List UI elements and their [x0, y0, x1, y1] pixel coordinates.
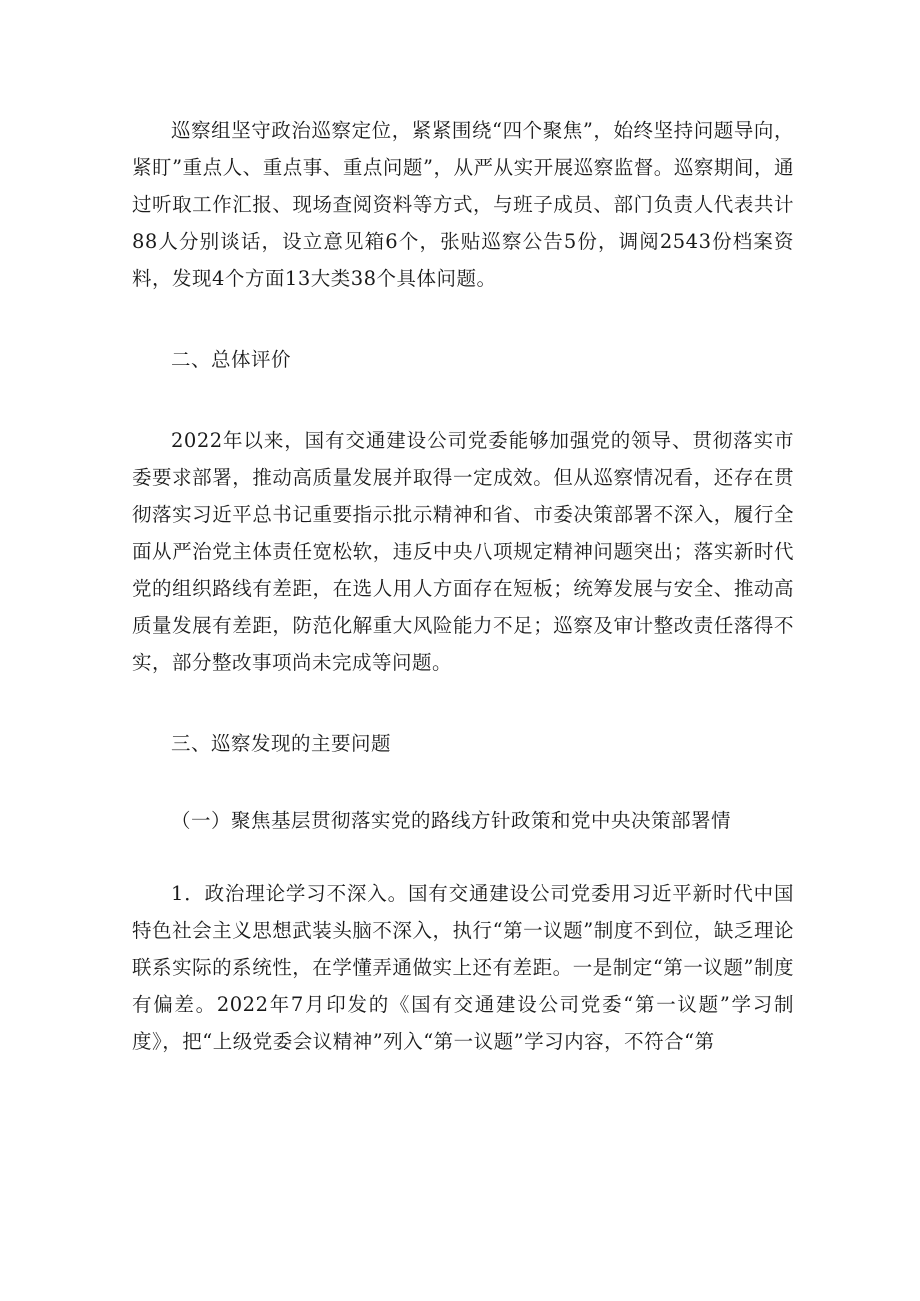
- paragraph-item-1: 1．政治理论学习不深入。国有交通建设公司党委用习近平新时代中国特色社会主义思想武装头脑不深入，执行“第一议题”制度不到位，缺乏理论联系实际的系统性，在学懂弄通做实上还有差距。一是制定“第一议题”制度有偏差。2022年7月印发的《国有交通建设公司党委“第一议题”学习制度》，把“上级党委会议精神”列入“第一议题”学习内容，不符合“第: [132, 882, 794, 1053]
- paragraph-spacer: [132, 839, 794, 875]
- paragraph-spacer: [132, 681, 794, 725]
- document-body: [132, 112, 794, 1060]
- section-heading-3: 三、巡察发现的主要问题: [171, 732, 392, 755]
- paragraph-intro: 巡察组坚守政治巡察定位，紧紧围绕“四个聚焦”，始终坚持问题导向，紧盯”重点人、重点事、重点问题”，从严从实开展巡察监督。巡察期间，通过听取工作汇报、现场查阅资料等方式，与班子成员、部门负责人代表共计88人分别谈话，设立意见箱6个，张贴巡察公告5份，调阅2543份档案资料，发现4个方面13大类38个具体问题。: [132, 119, 794, 290]
- subsection-heading-1: （一）聚焦基层贯彻落实党的路线方针政策和党中央决策部署情: [171, 809, 732, 832]
- paragraph-spacer: [132, 378, 794, 422]
- paragraph-evaluation: 2022年以来，国有交通建设公司党委能够加强党的领导、贯彻落实市委要求部署，推动高质量发展并取得一定成效。但从巡察情况看，还存在贯彻落实习近平总书记重要指示批示精神和省、市委决策部署不深入，履行全面从严治党主体责任宽松软，违反中央八项规定精神问题突出；落实新时代党的组织路线有差距，在选人用人方面存在短板；统筹发展与安全、推动高质量发展有差距，防范化解重大风险能力不足；巡察及审计整改责任落得不实，部分整改事项尚未完成等问题。: [132, 429, 794, 674]
- paragraph-spacer: [132, 762, 794, 802]
- paragraph-spacer: [132, 297, 794, 341]
- section-heading-2: 二、总体评价: [171, 348, 292, 371]
